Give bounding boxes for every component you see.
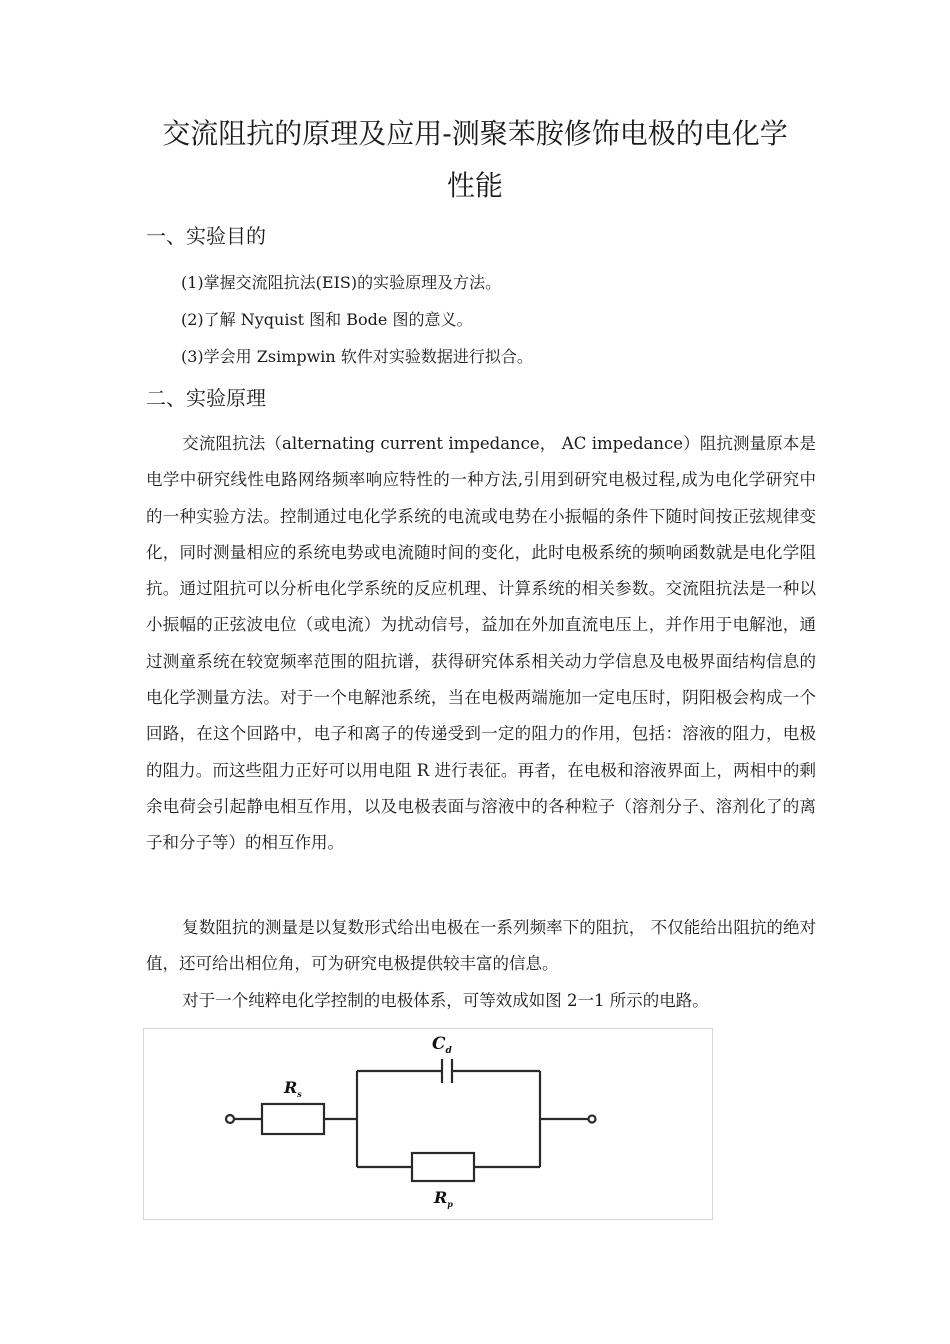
principle-paragraph-2: 复数阻抗的测量是以复数形式给出电极在一系列频率下的阻抗， 不仅能给出阻抗的绝对值，还可给出相位角，可为研究电极提供较丰富的信息。 <box>146 918 816 974</box>
section-heading-objectives: 一、实验目的 <box>146 224 266 248</box>
objective-item-2: (2)了解 Nyquist 图和 Bode 图的意义。 <box>181 310 473 329</box>
circuit-diagram <box>144 1029 712 1219</box>
principle-paragraph-1: 交流阻抗法（alternating current impedance， AC impedance）阻抗测量原本是电学中研究线性电路网络频率响应特性的一种方法,引用到研究电极过程,成为电化学研究中的一种实验方法。控制通过电化学系统的电流或电势在小振幅的条件下随时间按正弦规律变化，同时测量相应的系统电势或电流随时间的变化，此时电极系统的频响函数就是电化学阻抗。通过阻抗可以分析电化学系统的反应机理、计算系统的相关参数。交流阻抗法是一种以小振幅的正弦波电位（或电流）为扰动信号，益加在外加直流电压上，并作用于电解池，通过测童系统在较宽频率范围的阻抗谱，获得研究体系相关动力学信息及电极界面结构信息的电化学测量方法。对于一个电解池系统，当在电极两端施加一定电压时，阴阳极会构成一个回路，在这个回路中，电子和离子的传递受到一定的阻力的作用，包括：溶液的阻力，电极的阻力。而这些阻力正好可以用电阻 R 进行表征。再者，在电极和溶液界面上，两相中的剩余电荷会引起静电相互作用，以及电极表面与溶液中的各种粒子（溶剂分子、溶剂化了的离子和分子等）的相互作用。 <box>146 434 816 853</box>
series-resistor <box>262 1104 324 1134</box>
section-heading-principle: 二、实验原理 <box>146 386 266 410</box>
capacitor-label: $C_d$ <box>432 1034 452 1056</box>
title-line-1: 交流阻抗的原理及应用-测聚苯胺修饰电极的电化学 <box>162 117 788 150</box>
objective-item-3: (3)学会用 Zsimpwin 软件对实验数据进行拟合。 <box>181 347 533 366</box>
left-terminal <box>226 1115 234 1123</box>
series-resistor-label: $R_s$ <box>284 1078 302 1099</box>
objective-item-1: (1)掌握交流阻抗法(EIS)的实验原理及方法。 <box>181 273 502 292</box>
right-terminal <box>589 1116 596 1123</box>
equivalent-circuit-figure <box>143 1028 713 1220</box>
parallel-resistor-label: $R_p$ <box>434 1188 453 1209</box>
document-title <box>120 108 830 212</box>
title-line-2: 性能 <box>446 169 503 202</box>
parallel-resistor <box>412 1153 474 1181</box>
principle-paragraph-3: 对于一个纯粹电化学控制的电极体系，可等效成如图 2一1 所示的电路。 <box>182 991 709 1010</box>
